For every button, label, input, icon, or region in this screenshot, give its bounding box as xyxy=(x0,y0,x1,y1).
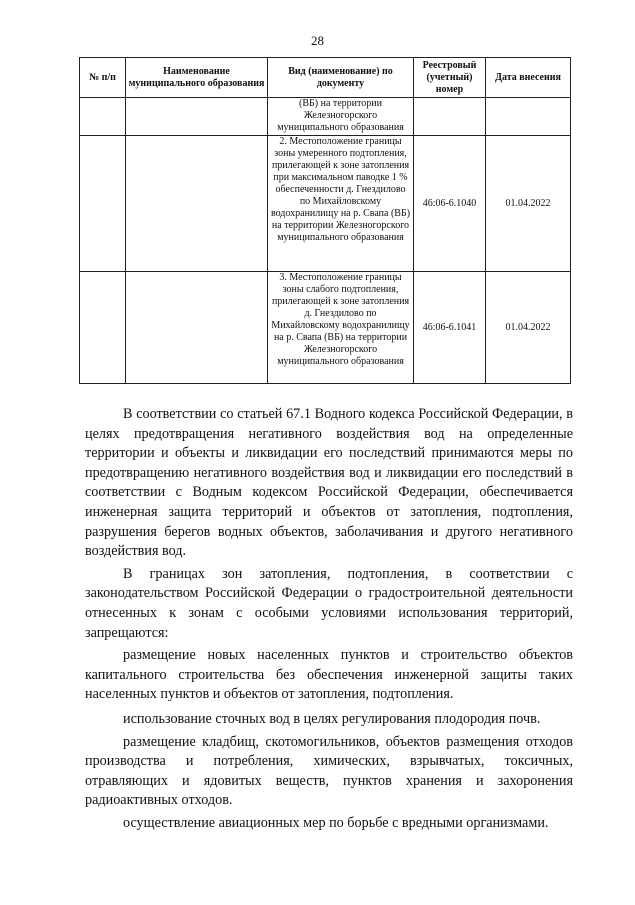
registry-table xyxy=(79,57,571,384)
row-date xyxy=(486,98,571,136)
table-row xyxy=(80,98,571,136)
row-number xyxy=(80,98,126,136)
header-municipality: Наименование муниципального образования xyxy=(126,58,268,98)
header-number: № п/п xyxy=(80,58,126,98)
paragraph-prohibitions-intro: В границах зон затопления, подтопления, в соответствии с законодательством Российской Федерации о градостроительной деятельности отнесенных к зонам с особыми условиями использования территорий, запрещаются: xyxy=(85,565,573,641)
row-municipality xyxy=(126,136,268,272)
header-reg-number: Реестровый (учетный) номер xyxy=(414,58,486,98)
row-municipality xyxy=(126,98,268,136)
row-date: 01.04.2022 xyxy=(486,136,571,272)
body-text xyxy=(85,405,573,833)
page-number: 28 xyxy=(311,33,324,48)
paragraph-water-code: В соответствии со статьей 67.1 Водного кодекса Российской Федерации, в целях предотвращения негативного воздействия вод на определенные территории и объекты и ликвидации его последствий принимаются меры по предотвращению негативного воздействия вод и ликвидации его последствий в соответствии с Водным кодексом Российской Федерации, обеспечивается инженерная защита территорий и объектов от затопления, подтопления, разрушения берегов водных объектов, заболачивания и другого негативного воздействия вод. xyxy=(85,406,573,560)
header-date: Дата внесения xyxy=(486,58,571,98)
header-description: Вид (наименование) по документу xyxy=(268,58,414,98)
row-reg-number: 46:06-6.1040 xyxy=(414,136,486,272)
row-description: (ВБ) на территории Железногорского муниципального образования xyxy=(268,98,414,136)
row-municipality xyxy=(126,272,268,384)
table-header-row xyxy=(80,58,571,98)
table-row xyxy=(80,136,571,272)
row-description: 2. Местоположение границы зоны умеренного подтопления, прилегающей к зоне затопления при максимальном паводке 1 % обеспеченности д. Гнездилово по Михайловскому водохранилищу на р. Свапа (ВБ) на территории Железногорского муниципального образования xyxy=(268,136,414,272)
paragraph-aviation: осуществление авиационных мер по борьбе с вредными организмами. xyxy=(123,814,549,831)
row-reg-number xyxy=(414,98,486,136)
paragraph-wastewater: использование сточных вод в целях регулирования плодородия почв. xyxy=(123,710,541,727)
row-date: 01.04.2022 xyxy=(486,272,571,384)
row-reg-number: 46:06-6.1041 xyxy=(414,272,486,384)
paragraph-cemeteries: размещение кладбищ, скотомогильников, объектов размещения отходов производства и потребления, химических, взрывчатых, токсичных, отравляющих и ядовитых веществ, пунктов хранения и захоронения радиоактивных отходов. xyxy=(85,733,573,809)
row-number xyxy=(80,272,126,384)
table-row xyxy=(80,272,571,384)
row-description: 3. Местоположение границы зоны слабого подтопления, прилегающей к зоне затопления д. Гнездилово по Михайловскому водохранилищу на р. Свапа (ВБ) на территории Железногорского муниципального образования xyxy=(268,272,414,384)
paragraph-settlements: размещение новых населенных пунктов и строительство объектов капитального строительства без обеспечения инженерной защиты таких населенных пунктов и объектов от затопления, подтопления. xyxy=(85,647,573,703)
row-number xyxy=(80,136,126,272)
